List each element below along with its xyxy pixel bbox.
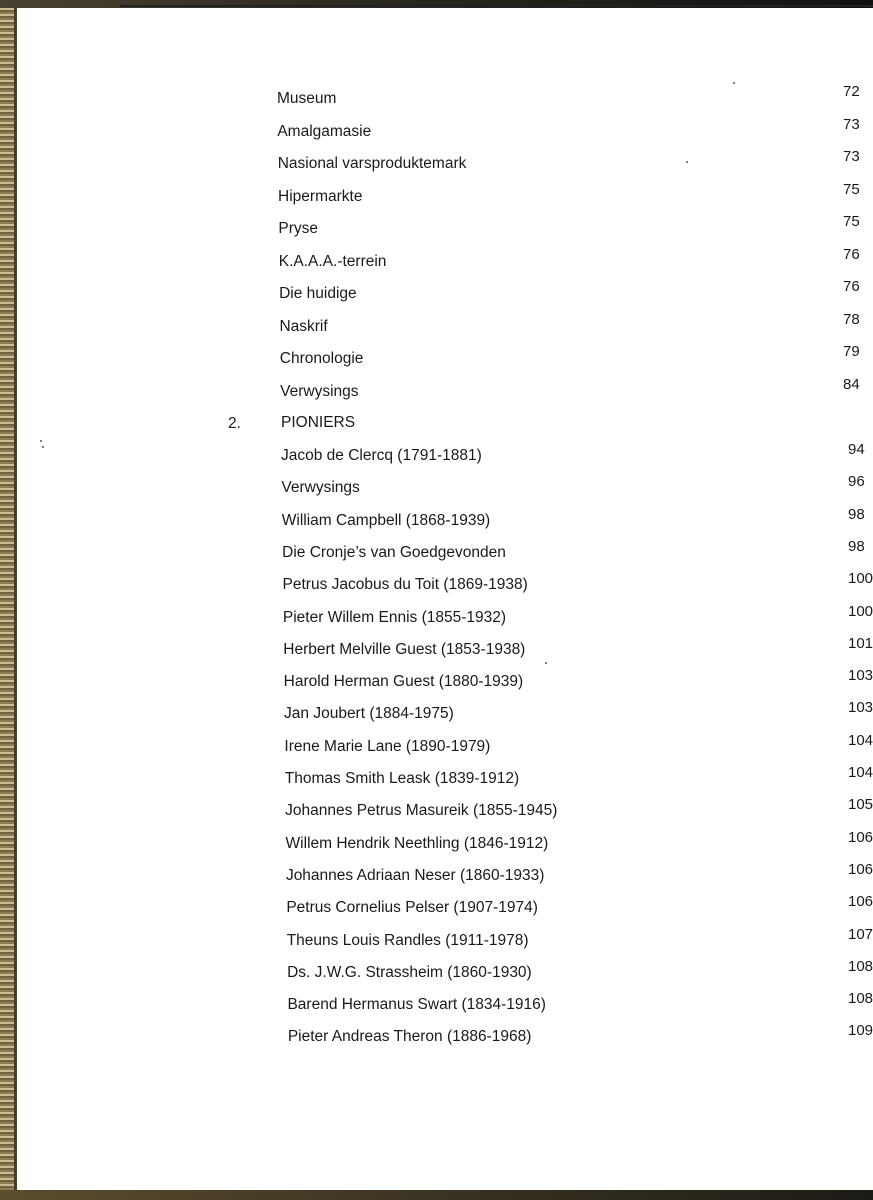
toc-entry-page-number: 106 [848, 893, 873, 911]
toc-entry-title: Thomas Smith Leask (1839-1912) [284, 770, 520, 787]
toc-entry-title: Petrus Jacobus du Toit (1869-1938) [282, 576, 528, 594]
toc-entry-title: Verwysings [280, 382, 359, 400]
toc-entry-title: Pryse [278, 220, 319, 237]
toc-entry-page-number: 72 [843, 83, 860, 100]
section-heading: PIONIERS [281, 414, 356, 431]
toc-entry-page-number: 84 [843, 375, 860, 393]
toc-entry-page-number: 76 [843, 245, 860, 263]
toc-entry-title: Jacob de Clercq (1791-1881) [281, 447, 482, 464]
toc-entry-title: William Campbell (1868-1939) [281, 511, 491, 529]
toc-entry-title: Hipermarkte [278, 187, 363, 205]
toc-entry-title: Pieter Willem Ennis (1855-1932) [282, 608, 507, 626]
toc-entry-page-number: 104 [848, 731, 873, 749]
toc-entry-page-number: 103 [848, 699, 873, 717]
toc-entry-page-number: 98 [848, 505, 865, 523]
toc-entry-title: Barend Hermanus Swart (1834-1916) [287, 996, 546, 1014]
toc-entry-page-number: 106 [848, 860, 873, 878]
toc-entry-title: Die Cronje’s van Goedgevonden [282, 543, 506, 561]
toc-entry-title: Nasional varsproduktemark [277, 155, 467, 172]
toc-entry-page-number: 75 [843, 213, 860, 230]
toc-entry-title: Irene Marie Lane (1890-1979) [284, 737, 491, 755]
toc-entry-page-number: 73 [843, 115, 860, 133]
toc-entry-page-number: 75 [843, 180, 860, 198]
toc-entry-title: Johannes Adriaan Neser (1860-1933) [285, 866, 545, 884]
toc-entry-title: Theuns Louis Randles (1911-1978) [286, 931, 529, 949]
toc-entry-page-number: 109 [848, 1022, 873, 1040]
toc-entry-title: Verwysings [281, 479, 360, 497]
toc-entry-title: Ds. J.W.G. Strassheim (1860-1930) [287, 963, 532, 981]
toc-entry-page-number: 103 [848, 667, 873, 685]
toc-entry-title: Amalgamasie [277, 122, 372, 140]
toc-entry-title: Die huidige [279, 285, 357, 302]
toc-entry-page-number: 105 [848, 796, 873, 814]
toc-entry-page-number: 79 [843, 343, 860, 360]
section-number: 2. [228, 415, 241, 432]
toc-entry-page-number: 98 [848, 537, 865, 555]
toc-entry-title: Naskrif [279, 317, 328, 335]
toc-entry-page-number: 108 [848, 990, 873, 1008]
toc-entry-page-number: 76 [843, 278, 860, 295]
toc-entry-title: Johannes Petrus Masureik (1855-1945) [285, 802, 558, 820]
toc-entry-page-number: 101 [848, 634, 873, 652]
toc-entry-page-number: 100 [848, 602, 873, 620]
toc-entry-page-number: 108 [848, 957, 873, 975]
toc-entry-title: Museum [277, 90, 337, 107]
toc-entry-title: Petrus Cornelius Pelser (1907-1974) [286, 899, 538, 917]
toc-entry-page-number: 100 [848, 570, 873, 588]
toc-entry-page-number: 107 [848, 925, 873, 943]
toc-entry-title: Willem Hendrik Neethling (1846-1912) [285, 834, 549, 852]
toc-entry-page-number: 73 [843, 148, 860, 165]
toc-entry-title: Jan Joubert (1884-1975) [284, 705, 454, 723]
toc-entry-title: K.A.A.A.-terrein [278, 252, 387, 270]
toc-entry-page-number: 78 [843, 310, 860, 328]
toc-entry-page-number: 94 [848, 441, 865, 458]
toc-entry-title: Harold Herman Guest (1880-1939) [283, 673, 524, 691]
toc-entry-title: Pieter Andreas Theron (1886-1968) [287, 1028, 532, 1046]
toc-entry-title: Chronologie [279, 350, 364, 367]
toc-entry-title: Herbert Melville Guest (1853-1938) [283, 640, 526, 658]
toc-entry-page-number: 96 [848, 473, 865, 491]
toc-entry-page-number: 106 [848, 828, 873, 846]
toc-entry-page-number: 104 [848, 764, 873, 781]
